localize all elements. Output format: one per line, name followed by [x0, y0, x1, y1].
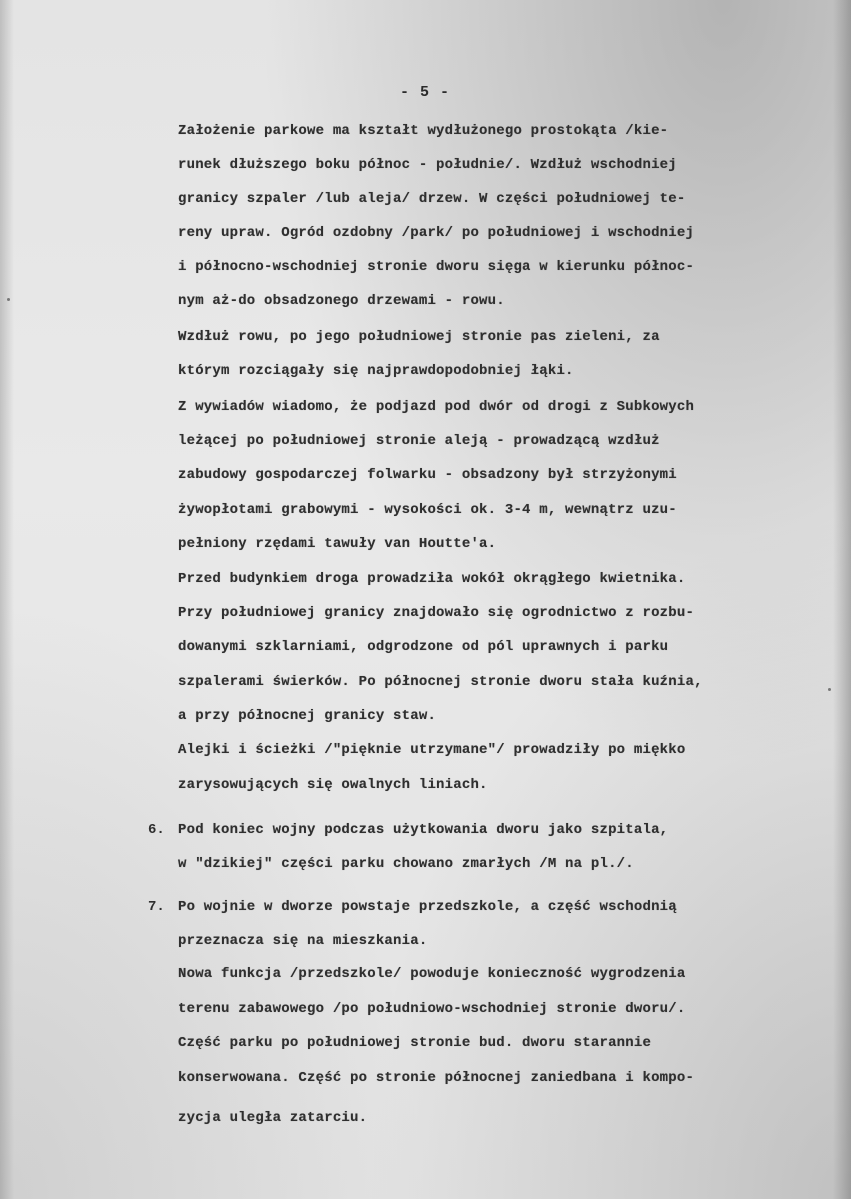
text-line: szpalerami świerków. Po północnej stronie dworu stała kuźnia, — [178, 674, 703, 690]
text-line: a przy północnej granicy staw. — [178, 708, 437, 724]
text-line: Część parku po południowej stronie bud. dworu starannie — [178, 1035, 652, 1051]
paper-speck — [7, 298, 10, 301]
text-line: Nowa funkcja /przedszkole/ powoduje konieczność wygrodzenia — [178, 966, 686, 982]
text-line: granicy szpaler /lub aleja/ drzew. W części południowej te- — [178, 191, 686, 207]
text-line: nym aż-do obsadzonego drzewami - rowu. — [178, 293, 505, 309]
text-line: runek dłuższego boku północ - południe/. Wzdłuż wschodniej — [178, 157, 677, 173]
text-line: konserwowana. Część po stronie północnej zaniedbana i kompo- — [178, 1070, 695, 1086]
text-line: reny upraw. Ogród ozdobny /park/ po południowej i wschodniej — [178, 225, 695, 241]
text-line: Z wywiadów wiadomo, że podjazd pod dwór od drogi z Subkowych — [178, 399, 695, 415]
text-line: Przed budynkiem droga prowadziła wokół okrągłego kwietnika. — [178, 571, 686, 587]
text-line: dowanymi szklarniami, odgrodzone od pól uprawnych i parku — [178, 639, 669, 655]
text-line: Przy południowej granicy znajdowało się ogrodnictwo z rozbu- — [178, 605, 695, 621]
text-line: i północno-wschodniej stronie dworu sięga w kierunku północ- — [178, 259, 695, 275]
text-line: żywopłotami grabowymi - wysokości ok. 3-4 m, wewnątrz uzu- — [178, 502, 677, 518]
text-line: Wzdłuż rowu, po jego południowej stronie pas zieleni, za — [178, 329, 660, 345]
text-line: Alejki i ścieżki /"pięknie utrzymane"/ prowadziły po miękko — [178, 742, 686, 758]
text-line: leżącej po południowej stronie aleją - prowadzącą wzdłuż — [178, 433, 660, 449]
text-line: zarysowujących się owalnych liniach. — [178, 777, 488, 793]
text-line: zycja uległa zatarciu. — [178, 1110, 368, 1126]
item-number-7: 7. — [148, 899, 165, 915]
text-line: w "dzikiej" części parku chowano zmarłych /M na pl./. — [178, 856, 634, 872]
text-line: przeznacza się na mieszkania. — [178, 933, 428, 949]
text-line: pełniony rzędami tawuły van Houtte'a. — [178, 536, 497, 552]
text-line: którym rozciągały się najprawdopodobniej łąki. — [178, 363, 574, 379]
page-number: - 5 - — [400, 84, 451, 101]
text-line: terenu zabawowego /po południowo-wschodniej stronie dworu/. — [178, 1001, 686, 1017]
text-line: Założenie parkowe ma kształt wydłużonego prostokąta /kie- — [178, 123, 669, 139]
item-number-6: 6. — [148, 822, 165, 838]
text-line: Po wojnie w dworze powstaje przedszkole, a część wschodnią — [178, 899, 677, 915]
paper-speck — [828, 688, 831, 691]
text-line: Pod koniec wojny podczas użytkowania dworu jako szpitala, — [178, 822, 669, 838]
text-line: zabudowy gospodarczej folwarku - obsadzony był strzyżonymi — [178, 467, 677, 483]
